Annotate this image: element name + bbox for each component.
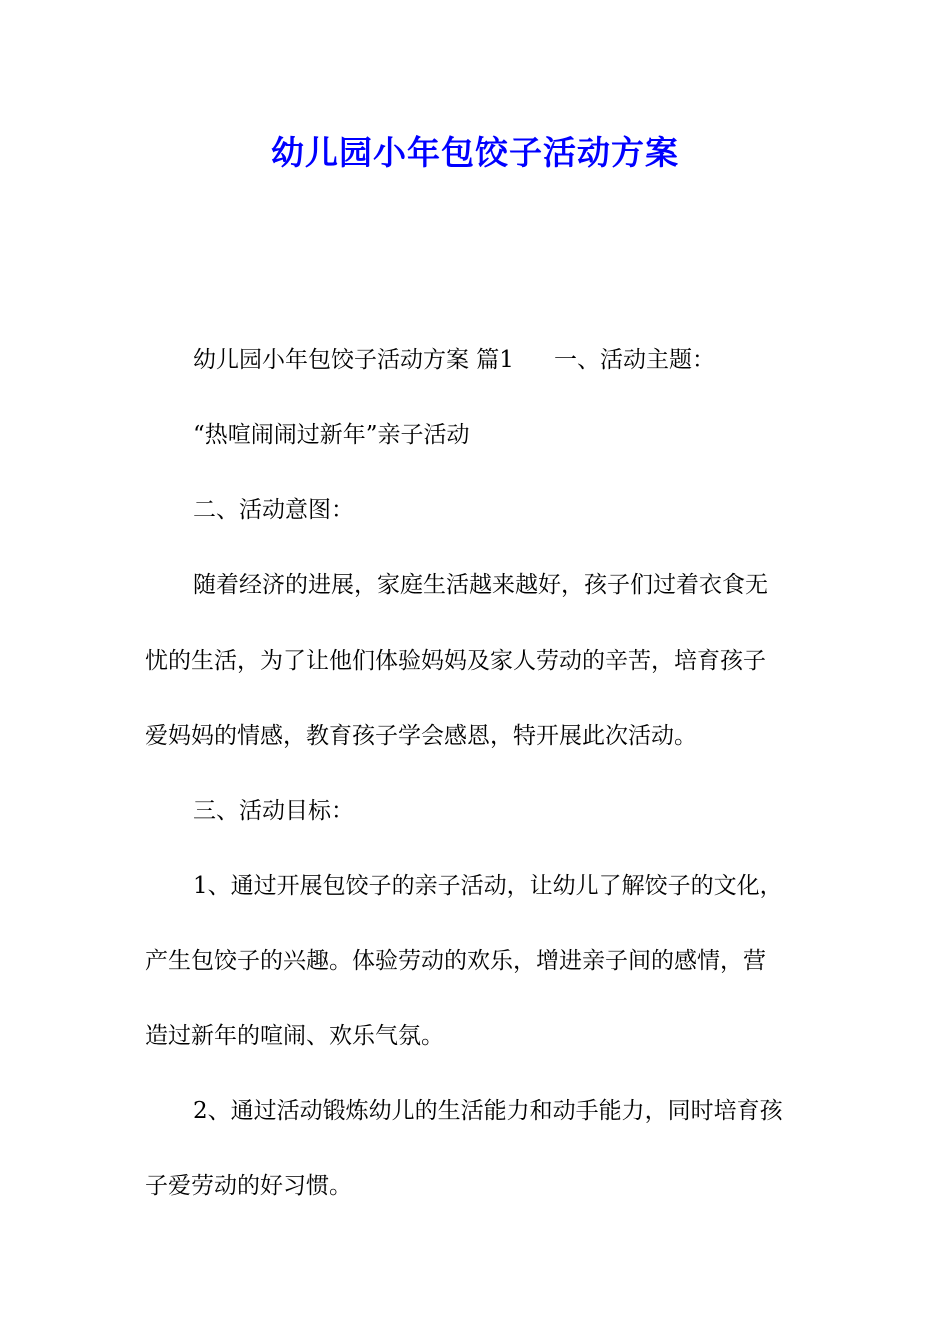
document-title: 幼儿园小年包饺子活动方案	[271, 133, 679, 172]
activity-goals-heading: 三、活动目标：	[193, 798, 354, 824]
paragraph-line: 爱妈妈的情感，教育孩子学会感恩，特开展此次活动。	[145, 723, 697, 749]
activity-intent-heading: 二、活动意图：	[193, 497, 354, 523]
paragraph-line: 造过新年的喧闹、欢乐气氛。	[145, 1023, 444, 1049]
activity-theme-heading: 一、活动主题：	[553, 347, 715, 373]
paragraph-line: 1、通过开展包饺子的亲子活动，让幼儿了解饺子的文化，	[193, 873, 783, 899]
paragraph-line: 随着经济的进展，家庭生活越来越好，孩子们过着衣食无	[193, 572, 768, 598]
plan-heading: 幼儿园小年包饺子活动方案 篇1	[193, 347, 514, 373]
section-heading-line	[193, 342, 810, 378]
paragraph-line: 产生包饺子的兴趣。体验劳动的欢乐，增进亲子间的感情，营	[145, 948, 766, 974]
paragraph-line: 2、通过活动锻炼幼儿的生活能力和动手能力，同时培育孩	[193, 1098, 783, 1124]
paragraph-line: 子爱劳动的好习惯。	[145, 1173, 352, 1199]
paragraph-line: 忧的生活，为了让他们体验妈妈及家人劳动的辛苦，培育孩子	[145, 648, 766, 674]
activity-theme-text: “热喧闹闹过新年”亲子活动	[193, 422, 470, 448]
